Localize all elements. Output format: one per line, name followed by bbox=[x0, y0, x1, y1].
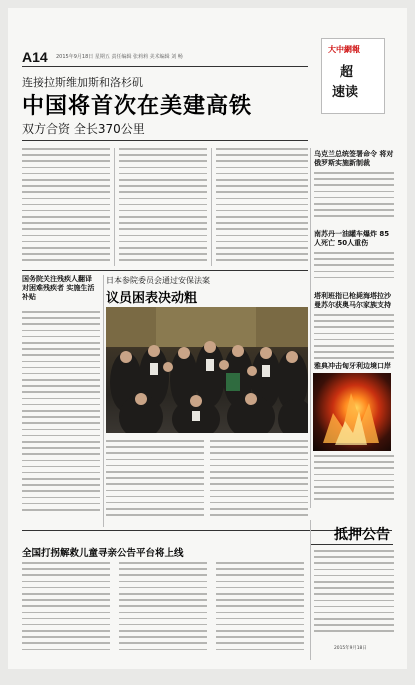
right-item-3-title: 塔利班指已枪毙海塔拉沙 曼苏尔获奥马尔家族支持 bbox=[314, 292, 391, 309]
column-rule bbox=[103, 275, 104, 527]
bottom-body-col-2 bbox=[119, 562, 207, 662]
lead-body-col-3 bbox=[216, 148, 308, 268]
lead-body-col-1 bbox=[22, 148, 110, 268]
section-name-1: 超 bbox=[340, 65, 354, 80]
brand-logo: 大中網報 bbox=[328, 44, 360, 54]
column-rule bbox=[211, 148, 212, 266]
center-body-col-1 bbox=[106, 440, 204, 522]
right-item-1-body bbox=[314, 172, 394, 226]
page-meta: 2015年9月18日 星期五 责任编辑 张莉莉 美术编辑 刘 畅 bbox=[56, 54, 183, 60]
lead-rule bbox=[22, 140, 308, 141]
section-name-2: 速读 bbox=[332, 85, 359, 100]
fire-photo bbox=[313, 373, 391, 451]
right-item-4-body bbox=[314, 455, 394, 509]
newspaper-page bbox=[8, 8, 407, 669]
center-body-col-2 bbox=[210, 440, 308, 522]
right-item-2-body bbox=[314, 252, 394, 288]
center-headline: 议员困表决动粗 bbox=[106, 291, 198, 306]
notice-body bbox=[314, 550, 394, 638]
right-item-2-title: 南苏丹一油罐车爆炸 85人死亡 50人重伤 bbox=[314, 230, 390, 247]
right-item-4-title: 雅典冲击匈牙利边境口岸 bbox=[314, 362, 391, 370]
lead-kicker: 连接拉斯维加斯和洛杉矶 bbox=[22, 76, 143, 89]
lead-subhead: 双方合资 全长370公里 bbox=[22, 122, 145, 136]
bottom-headline: 全国打拐解救儿童寻亲公告平台将上线 bbox=[22, 548, 184, 559]
notice-rule bbox=[311, 544, 393, 545]
header-rule bbox=[22, 66, 308, 67]
notice-date: 2015年9月18日 bbox=[334, 646, 367, 651]
notice-title: 抵押公告 bbox=[334, 527, 390, 543]
photo-crowd bbox=[106, 307, 308, 433]
bottom-body-col-3 bbox=[216, 562, 304, 662]
column-rule bbox=[310, 520, 311, 660]
column-rule bbox=[114, 148, 115, 266]
column-rule bbox=[310, 148, 311, 508]
lead-body-col-2 bbox=[119, 148, 207, 268]
lead-headline: 中国将首次在美建高铁 bbox=[22, 94, 253, 119]
page-number: A14 bbox=[22, 49, 48, 65]
bottom-body-col-1 bbox=[22, 562, 110, 662]
right-item-1-title: 乌克兰总统签署命令 将对俄罗斯实施新制裁 bbox=[314, 150, 394, 167]
sidebar-left-body bbox=[22, 311, 100, 525]
photo-fire bbox=[313, 373, 391, 451]
right-item-3-body bbox=[314, 314, 394, 366]
parliament-photo bbox=[106, 307, 308, 433]
center-kicker: 日本参院委员会通过安保法案 bbox=[106, 276, 210, 285]
section-rule bbox=[22, 270, 308, 271]
sidebar-left-title: 国务院关注残疾人翻译 对困难残疾者 实施生活补贴 bbox=[22, 275, 95, 301]
